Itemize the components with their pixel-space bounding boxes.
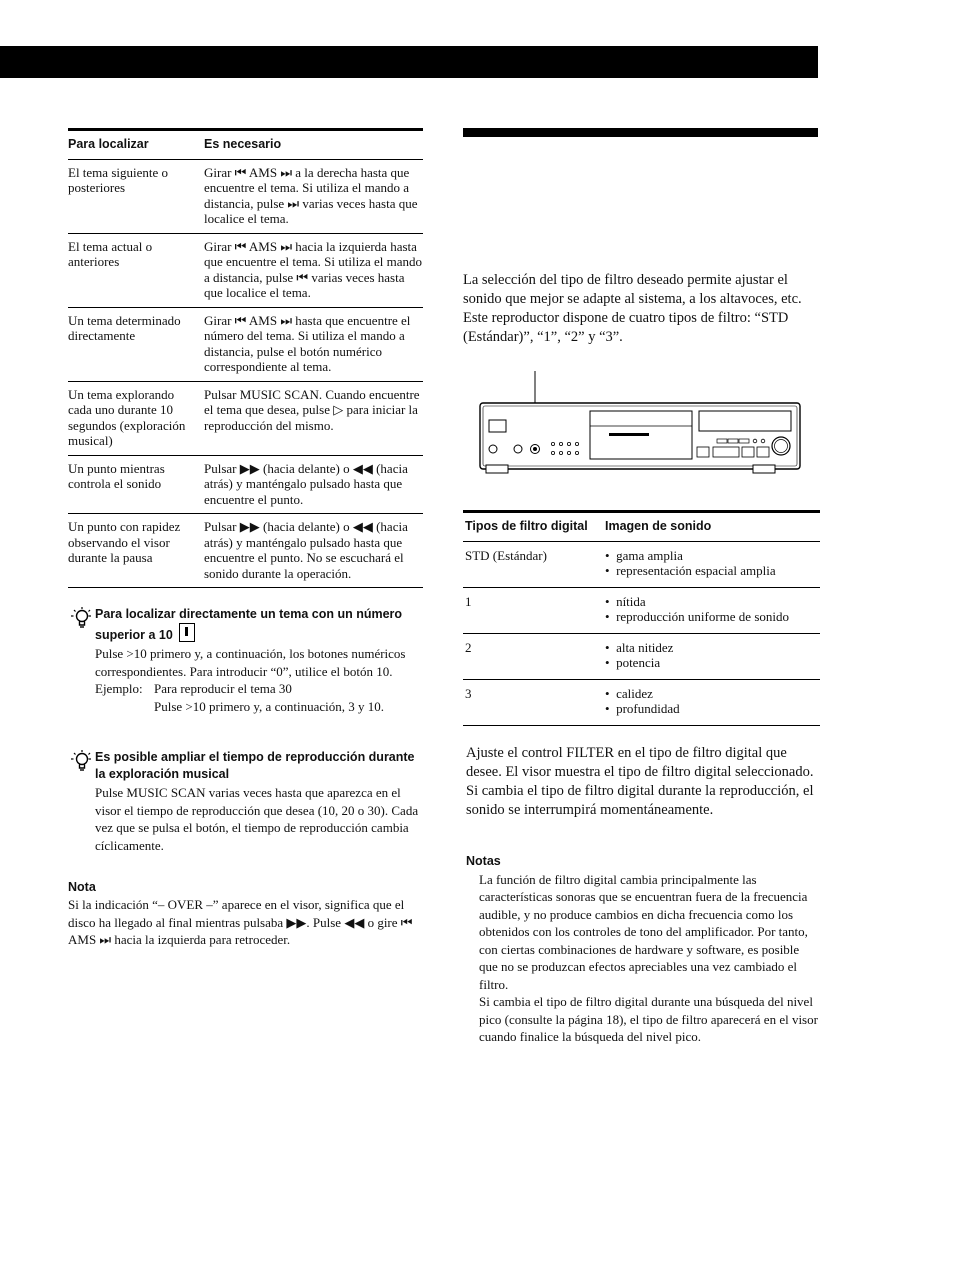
- filter-type: STD (Estándar): [463, 541, 603, 587]
- tip-direct-locate: [68, 606, 423, 715]
- table-row: [68, 307, 423, 381]
- intro-paragraph: Este reproductor dispone de cuatro tipos de filtro: “STD (Estándar)”, “1”, “2” y “3”.: [463, 310, 789, 345]
- notas-paragraph: La función de filtro digital cambia principalmente las características sonoras que se encuentran fuera de la frecuencia audible, y no produce cambios en dicha frecuencia como los obtenidos con los controles de tono del amplificador. Por tanto, con ciertas combinaciones de hardware y software, es posible que no se produzcan efectos apreciables una vez cambiado el filtro.: [479, 871, 808, 992]
- intro-paragraph: La selección del tipo de filtro deseado permite ajustar el sonido que mejor se adapte al sistema, a los altavoces, etc.: [463, 272, 802, 307]
- notas-body: [463, 871, 819, 1046]
- list-item: • alta nitidez: [605, 639, 674, 655]
- locate-how: Girar ⏮ AMS ⏭ hasta que encuentre el número del tema. Si utiliza el mando a distancia, pulse el botón numérico correspondiente al tema.: [204, 307, 423, 381]
- example-line: Pulse >10 primero y, a continuación, 3 y 10.: [154, 698, 384, 714]
- table-row: [68, 381, 423, 455]
- left-column: [68, 128, 423, 949]
- locate-what: Un tema determinado directamente: [68, 307, 204, 381]
- locate-what: El tema actual o anteriores: [68, 233, 204, 307]
- tip-body: Pulse >10 primero y, a continuación, los botones numéricos correspondientes. Para introducir “0”, utilice el botón 10.: [95, 646, 406, 679]
- section-rule: [463, 128, 818, 137]
- locate-how: Pulsar ▶▶ (hacia delante) o ◀◀ (hacia atrás) y manténgalo pulsado hasta que encuentre el punto.: [204, 455, 423, 514]
- locate-what: Un punto con rapidez observando el visor durante la pausa: [68, 514, 204, 588]
- locate-header-what: Para localizar: [68, 130, 204, 160]
- table-row: [68, 233, 423, 307]
- tip-title: Para localizar directamente un tema con un número superior a 10: [95, 607, 403, 642]
- filter-image: [603, 633, 820, 679]
- table-row: [463, 541, 820, 587]
- example-label: Ejemplo:: [95, 681, 143, 696]
- locate-what: Un punto mientras controla el sonido: [68, 455, 204, 514]
- table-row: [463, 679, 820, 725]
- notas-paragraph: Si cambia el tipo de filtro digital durante una búsqueda del nivel pico (consulte la página 18), el tipo de filtro aparecerá en el visor cuando finalice la búsqueda del nivel pico.: [479, 994, 818, 1044]
- remote-control-icon: [179, 623, 195, 642]
- list-item: • reproducción uniforme de sonido: [605, 609, 789, 624]
- right-column: [463, 128, 820, 1046]
- list-item: • potencia: [605, 655, 661, 670]
- list-item: • profundidad: [605, 701, 680, 716]
- lightbulb-icon: [70, 749, 92, 773]
- cd-player-illustration: [463, 371, 820, 501]
- filter-image: [603, 679, 820, 725]
- adjust-text: [463, 744, 818, 820]
- locate-what: El tema siguiente o posteriores: [68, 159, 204, 233]
- table-row: [68, 455, 423, 514]
- tip-scan-time: [68, 749, 423, 854]
- table-row: [68, 159, 423, 233]
- lightbulb-icon: [70, 606, 92, 630]
- filter-type: 2: [463, 633, 603, 679]
- header-bar: [0, 46, 818, 78]
- locate-header-how: Es necesario: [204, 130, 423, 160]
- intro-text: [463, 271, 818, 347]
- table-row: [463, 633, 820, 679]
- adjust-paragraph: Si cambia el tipo de filtro digital durante la reproducción, el sonido se interrumpirá momentáneamente.: [466, 782, 814, 818]
- filter-header-image: Imagen de sonido: [603, 512, 820, 542]
- filter-type: 1: [463, 587, 603, 633]
- table-row: [463, 587, 820, 633]
- list-item: • representación espacial amplia: [605, 563, 776, 578]
- notas-heading: Notas: [466, 853, 501, 868]
- nota-heading: Nota: [68, 880, 96, 894]
- locate-table: [68, 128, 423, 588]
- locate-how: Pulsar ▶▶ (hacia delante) o ◀◀ (hacia atrás) y manténgalo pulsado hasta que encuentre el punto. No se escuchará el sonido durante la operación.: [204, 514, 423, 588]
- locate-how: Girar ⏮ AMS ⏭ hacia la izquierda hasta que encuentre el tema. Si utiliza el mando a distancia, pulse ⏮ varias veces hasta que localice el tema.: [204, 233, 423, 307]
- locate-how: Girar ⏮ AMS ⏭ a la derecha hasta que encuentre el tema. Si utiliza el mando a distancia, pulse ⏭ varias veces hasta que localice el tema.: [204, 159, 423, 233]
- list-item: • calidez: [605, 685, 653, 701]
- tip-body: Pulse MUSIC SCAN varias veces hasta que aparezca en el visor el tiempo de reproducción que desea (10, 20 o 30). Cada vez que se pulsa el botón, el tiempo de reproducción cambia cíclicamente.: [95, 785, 419, 853]
- filter-type: 3: [463, 679, 603, 725]
- filter-table: [463, 510, 820, 726]
- locate-how: Pulsar MUSIC SCAN. Cuando encuentre el tema que desea, pulse ▷ para iniciar la reproducción del mismo.: [204, 381, 423, 455]
- nota-body: Si la indicación “– OVER –” aparece en el visor, significa que el disco ha llegado al final mientras pulsaba ▶▶. Pulse ◀◀ o gire ⏮ AMS ⏭ hacia la izquierda para retroceder.: [68, 897, 413, 947]
- adjust-paragraph: Ajuste el control FILTER en el tipo de filtro digital que desee. El visor muestra el tipo de filtro digital seleccionado.: [466, 744, 814, 780]
- filter-image: [603, 541, 820, 587]
- example-row: [95, 680, 423, 698]
- example-line: Para reproducir el tema 30: [154, 681, 292, 696]
- filter-image: [603, 587, 820, 633]
- tip-title: Es posible ampliar el tiempo de reproducción durante la exploración musical: [95, 750, 415, 781]
- filter-header-type: Tipos de filtro digital: [463, 512, 603, 542]
- table-row: [68, 514, 423, 588]
- locate-what: Un tema explorando cada uno durante 10 segundos (exploración musical): [68, 381, 204, 455]
- list-item: • gama amplia: [605, 547, 683, 563]
- list-item: • nítida: [605, 593, 646, 609]
